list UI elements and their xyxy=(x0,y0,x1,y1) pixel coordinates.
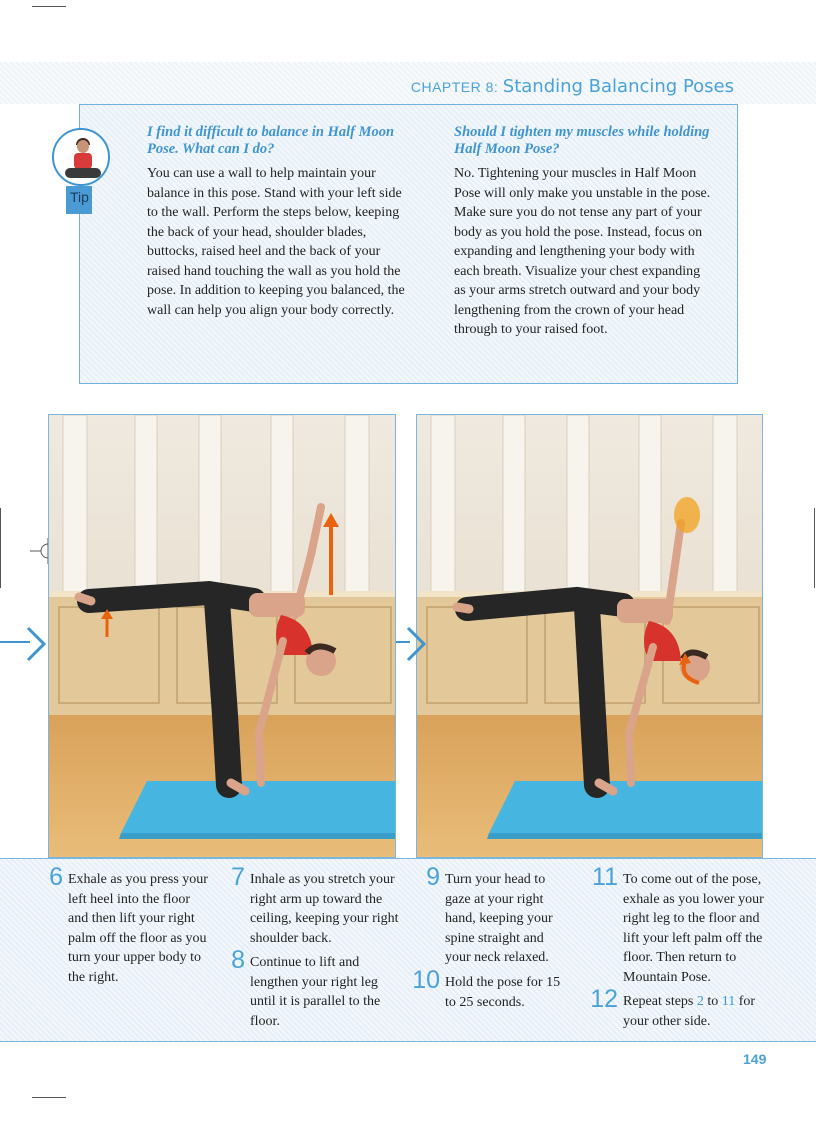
step-6 xyxy=(49,863,208,987)
crop-mark xyxy=(32,1097,66,1098)
pose-photo-step-6-8 xyxy=(48,414,396,858)
step-text xyxy=(623,992,765,1031)
chapter-title: Standing Balancing Poses xyxy=(502,76,734,97)
tip-question: Should I tighten my muscles while holding Half Moon Pose? xyxy=(454,124,710,157)
crop-mark xyxy=(32,6,66,7)
page-number: 149 xyxy=(743,1051,767,1067)
step-number: 10 xyxy=(412,966,440,994)
step-11 xyxy=(592,863,765,987)
step-text: Hold the pose for 15 to 25 seconds. xyxy=(445,975,561,1010)
step-number: 6 xyxy=(49,863,63,891)
chevron-right-icon xyxy=(0,624,48,664)
crop-mark xyxy=(0,508,1,588)
tip-badge-icon xyxy=(52,128,110,186)
step-7 xyxy=(231,863,400,948)
step-text: To come out of the pose, exhale as you lower your right leg to the floor and lift your left palm off the floor. Then return to Mountain Pose. xyxy=(623,872,764,985)
tip-column-left xyxy=(147,124,407,320)
step-number: 9 xyxy=(426,863,440,891)
step-text-part: to xyxy=(703,994,722,1009)
step-text-part: Repeat steps xyxy=(623,994,697,1009)
step-number: 12 xyxy=(590,985,618,1013)
step-text: Turn your head to gaze at your right hand, keeping your spine straight and your neck relaxed. xyxy=(445,872,553,965)
pose-photo-step-9-12 xyxy=(416,414,763,858)
step-9 xyxy=(426,863,563,968)
tip-answer: You can use a wall to help maintain your balance in this pose. Stand with your left side to the wall. Perform the steps below, keeping the back of your head, shoulder blades, buttocks, raised heel and the back of your raised hand touching the wall as you hold the pose. In addition to keeping you balanced, the wall can help you align your body correctly. xyxy=(147,166,405,318)
step-text: Continue to lift and lengthen your right leg until it is parallel to the floor. xyxy=(250,955,381,1029)
step-text-part: for your other side. xyxy=(623,994,756,1029)
tip-question: I find it difficult to balance in Half Moon Pose. What can I do? xyxy=(147,124,395,157)
chapter-number: CHAPTER 8: xyxy=(410,79,499,95)
step-reference: 11 xyxy=(721,994,736,1009)
chapter-heading xyxy=(411,76,734,97)
step-number: 11 xyxy=(592,863,618,891)
step-10 xyxy=(412,966,563,1012)
step-8 xyxy=(231,946,400,1031)
tip-column-right xyxy=(454,124,714,340)
crop-mark xyxy=(814,508,815,588)
tip-label: Tip xyxy=(66,186,92,214)
step-number: 8 xyxy=(231,946,245,974)
step-text: Inhale as you stretch your right arm up toward the ceiling, keeping your right shoulder back. xyxy=(250,872,399,946)
tip-answer: No. Tightening your muscles in Half Moon Pose will only make you unstable in the pose. Make sure you do not tense any part of your body as you hold the pose. Instead, focus on expanding and lengthening your body with each breath. Visualize your chest expanding as your arms stretch outward and your body lengthening from the crown of your head through to your raised foot. xyxy=(454,166,711,337)
chevron-right-icon xyxy=(396,624,428,664)
step-text: Exhale as you press your left heel into the floor and then lift your right palm off the floor as you turn your upper body to the right. xyxy=(68,872,208,985)
step-number: 7 xyxy=(231,863,245,891)
step-12 xyxy=(590,985,765,1031)
step-reference: 2 xyxy=(696,994,704,1009)
